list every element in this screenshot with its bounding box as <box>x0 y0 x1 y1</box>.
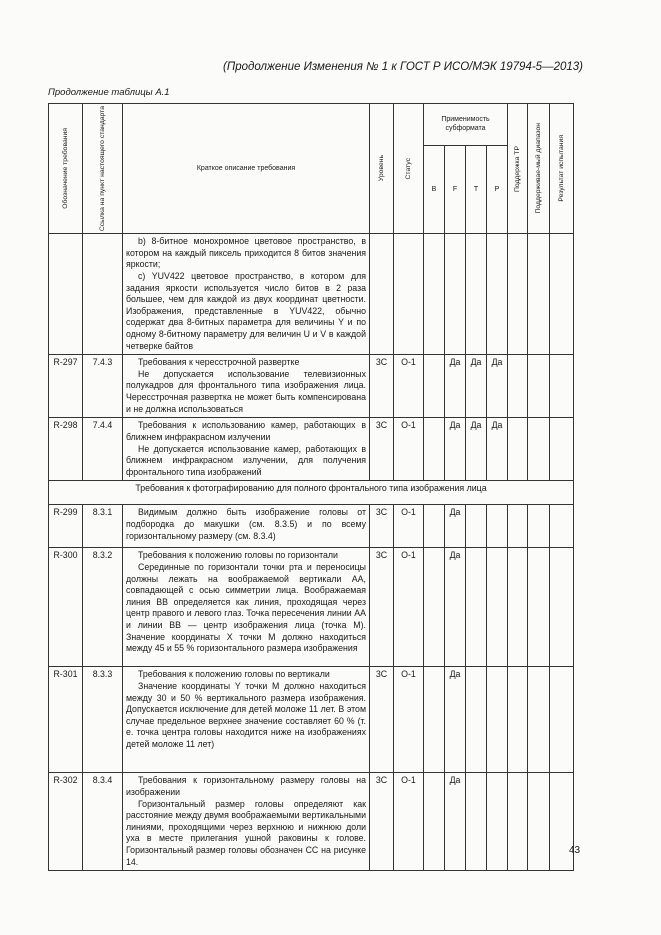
cell-support-tr <box>508 505 528 548</box>
cell-clause: 8.3.3 <box>83 667 123 773</box>
cell-t <box>466 667 487 773</box>
cell-p <box>487 773 508 871</box>
cell-description: Требования к положению головы по вертикали Значение координаты Y точки M должно находиться между 30 и 50 % вертикального размера изображения. Допускается исключение для детей моложе 11 лет. В этом случае предельное верхнее значение составляет 60 % (т. е. точка центра головы находится ниже на изображениях детей моложе 11 лет) <box>123 667 370 773</box>
section-heading: Требования к фотографированию для полного фронтального типа изображения лица <box>49 481 574 505</box>
cell-test-result <box>550 667 574 773</box>
cell-description: Требования к использованию камер, работающих в ближнем инфракрасном излучении Не допускается использование камер, работающих в ближнем инфракрасном излучении, для получения фронтального типа изображений <box>123 418 370 481</box>
col-header-status: Статус <box>394 104 424 234</box>
cell-b <box>424 355 445 418</box>
table-row <box>49 505 574 548</box>
cell-status: O-1 <box>394 355 424 418</box>
cell-supported-range <box>528 505 550 548</box>
cell-supported-range <box>528 234 550 355</box>
cell-level: 3C <box>370 773 394 871</box>
cell-test-result <box>550 234 574 355</box>
cell-f: Да <box>445 773 466 871</box>
cell-clause: 7.4.3 <box>83 355 123 418</box>
cell-supported-range <box>528 355 550 418</box>
col-header-subformat-t: T <box>466 145 487 233</box>
cell-supported-range <box>528 418 550 481</box>
cell-designation: R-302 <box>49 773 83 871</box>
cell-description: b) 8-битное монохромное цветовое пространство, в котором на каждый пиксель приходится 8 битов значения яркости; c) YUV422 цветовое пространство, в котором для задания яркости используется число битов в 2 раза большее, чем для каждой из двух координат цветности. Изображения, представленные в YUV422, обычно содержат два 8-битных параметра для величины Y и по одному 8-битному параметру для величин U и V в каждой четверке байтов <box>123 234 370 355</box>
cell-description: Видимым должно быть изображение головы от подбородка до макушки (см. 8.3.5) и по всему горизонтальному размеру (см. 8.3.4) <box>123 505 370 548</box>
table-row <box>49 234 574 355</box>
cell-status: O-1 <box>394 667 424 773</box>
cell-test-result <box>550 548 574 667</box>
cell-t <box>466 505 487 548</box>
cell-b <box>424 234 445 355</box>
cell-status: O-1 <box>394 505 424 548</box>
cell-test-result <box>550 418 574 481</box>
cell-p <box>487 505 508 548</box>
cell-f <box>445 234 466 355</box>
cell-f: Да <box>445 667 466 773</box>
cell-designation: R-300 <box>49 548 83 667</box>
cell-supported-range <box>528 773 550 871</box>
cell-p: Да <box>487 355 508 418</box>
cell-support-tr <box>508 548 528 667</box>
cell-b <box>424 667 445 773</box>
page-number: 43 <box>569 845 581 856</box>
cell-p: Да <box>487 418 508 481</box>
cell-b <box>424 418 445 481</box>
col-header-description: Краткое описание требования <box>123 104 370 234</box>
cell-clause: 8.3.2 <box>83 548 123 667</box>
cell-clause: 8.3.4 <box>83 773 123 871</box>
cell-test-result <box>550 773 574 871</box>
cell-f: Да <box>445 548 466 667</box>
col-header-support-tr: Поддержка ТР <box>508 104 528 234</box>
cell-f: Да <box>445 505 466 548</box>
cell-b <box>424 773 445 871</box>
cell-designation: R-298 <box>49 418 83 481</box>
cell-p <box>487 548 508 667</box>
cell-t <box>466 234 487 355</box>
col-header-designation: Обозначение требования <box>49 104 83 234</box>
table-row <box>49 355 574 418</box>
cell-description: Требования к чересстрочной развертке Не допускается использование телевизионных полукадров для фронтального типа изображения лица. Чересстрочная развертка не может быть компенсирована и не должна использоваться <box>123 355 370 418</box>
cell-t: Да <box>466 418 487 481</box>
cell-p <box>487 667 508 773</box>
col-header-clause-ref: Ссылка на пункт настоящего стандарта <box>83 104 123 234</box>
cell-t: Да <box>466 355 487 418</box>
document-continuation-title: (Продолжение Изменения № 1 к ГОСТ Р ИСО/МЭК 19794-5—2013) <box>223 61 583 73</box>
col-header-supported-range: Поддерживае-мый диапазон <box>528 104 550 234</box>
cell-p <box>487 234 508 355</box>
cell-designation <box>49 234 83 355</box>
col-header-subformat-b: B <box>424 145 445 233</box>
cell-b <box>424 548 445 667</box>
cell-supported-range <box>528 548 550 667</box>
col-header-test-result: Результат испытания <box>550 104 574 234</box>
cell-t <box>466 548 487 667</box>
cell-clause <box>83 234 123 355</box>
cell-designation: R-299 <box>49 505 83 548</box>
cell-status: O-1 <box>394 418 424 481</box>
table-row <box>49 773 574 871</box>
table-caption: Продолжение таблицы А.1 <box>48 87 170 98</box>
table-section-row <box>49 481 574 505</box>
cell-b <box>424 505 445 548</box>
table-row <box>49 548 574 667</box>
cell-f: Да <box>445 355 466 418</box>
cell-status: O-1 <box>394 548 424 667</box>
cell-support-tr <box>508 355 528 418</box>
cell-f: Да <box>445 418 466 481</box>
col-header-level: Уровень <box>370 104 394 234</box>
table-row <box>49 667 574 773</box>
cell-supported-range <box>528 667 550 773</box>
cell-designation: R-297 <box>49 355 83 418</box>
cell-support-tr <box>508 234 528 355</box>
cell-clause: 8.3.1 <box>83 505 123 548</box>
cell-support-tr <box>508 667 528 773</box>
col-header-applicability: Применимость субформата <box>424 104 508 146</box>
cell-level: 3C <box>370 667 394 773</box>
cell-support-tr <box>508 773 528 871</box>
table-row <box>49 418 574 481</box>
cell-status <box>394 234 424 355</box>
cell-level: 3C <box>370 418 394 481</box>
cell-clause: 7.4.4 <box>83 418 123 481</box>
cell-level: 3C <box>370 505 394 548</box>
cell-test-result <box>550 505 574 548</box>
col-header-subformat-f: F <box>445 145 466 233</box>
cell-description: Требования к горизонтальному размеру головы на изображении Горизонтальный размер головы определяют как расстояние между двумя воображаемыми вертикальными линиями, проходящими через верхнюю и нижнюю доли уха в месте прилегания ушной раковины к голове. Горизонтальный размер головы обозначен CC на рисунке 14. <box>123 773 370 871</box>
cell-description: Требования к положению головы по горизонтали Серединные по горизонтали точки рта и переносицы должны лежать на воображаемой вертикали AA, совпадающей с осью симметрии лица. Воображаемая линия BB определяется как линия, проходящая через центр правого и левого глаз. Точка пересечения линии AA и линии BB — центр изображения лица (точка M). Значение координаты X точки M должно находиться между 45 и 55 % горизонтального размера изображения <box>123 548 370 667</box>
cell-status: O-1 <box>394 773 424 871</box>
requirements-table <box>48 103 574 871</box>
cell-level <box>370 234 394 355</box>
cell-test-result <box>550 355 574 418</box>
cell-level: 3C <box>370 548 394 667</box>
col-header-subformat-p: P <box>487 145 508 233</box>
cell-t <box>466 773 487 871</box>
cell-support-tr <box>508 418 528 481</box>
cell-level: 3C <box>370 355 394 418</box>
cell-designation: R-301 <box>49 667 83 773</box>
